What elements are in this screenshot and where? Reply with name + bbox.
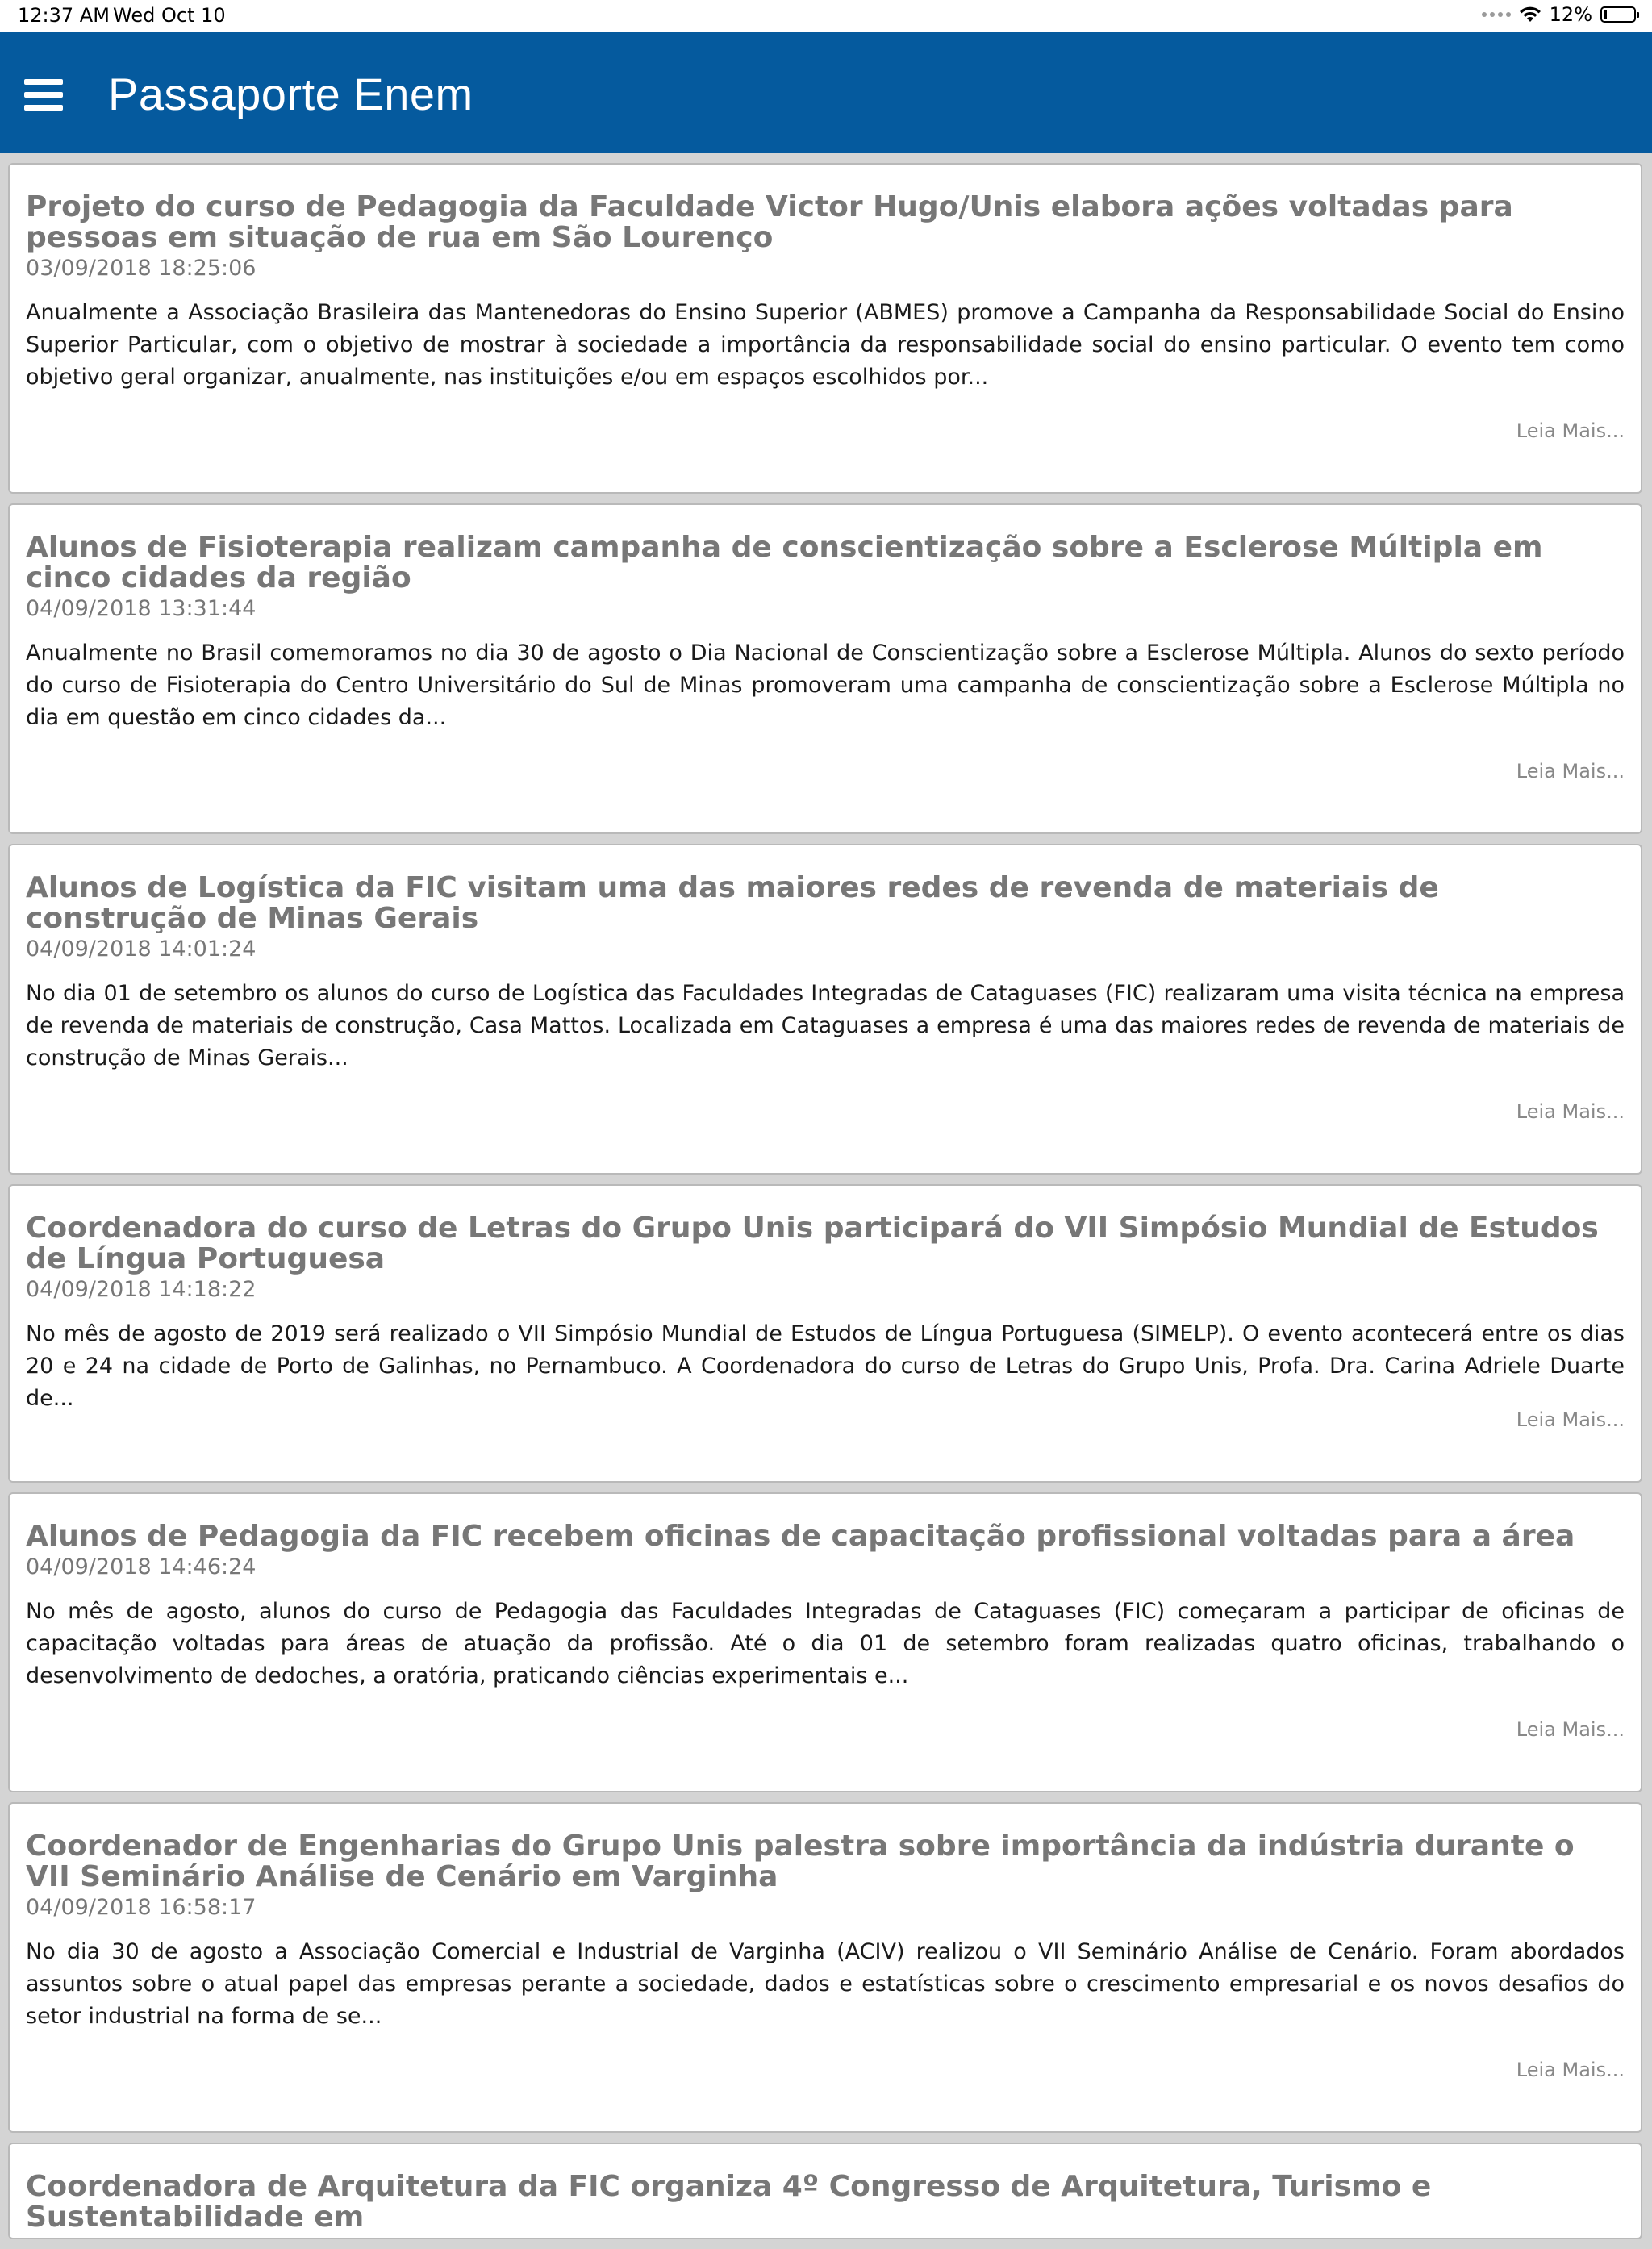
status-date: Wed Oct 10 [113,4,226,27]
hamburger-menu-icon[interactable] [24,79,63,111]
news-title[interactable]: Coordenadora do curso de Letras do Grupo Unis participará do VII Simpósio Mundial de Estudos de Língua Portuguesa [26,1212,1599,1275]
read-more-link[interactable]: Leia Mais... [1516,760,1625,782]
wifi-icon [1519,6,1541,23]
news-feed [8,163,1642,2249]
status-bar [0,0,1652,32]
news-title[interactable]: Alunos de Pedagogia da FIC recebem oficinas de capacitação profissional voltadas para a área [26,1520,1575,1553]
news-summary: No dia 30 de agosto a Associação Comercial e Industrial de Varginha (ACIV) realizou o VII Seminário Análise de Cenário. Foram abordados assuntos sobre o atual papel das empresas perante a sociedade, dados e estatísticas sobre o crescimento empresarial e os novos desafios do setor industrial na forma de se... [26,1939,1625,2029]
news-summary: No dia 01 de setembro os alunos do curso de Logística das Faculdades Integradas de Cataguases (FIC) realizaram uma visita técnica na empresa de revenda de materiais de construção, Casa Mattos. Localizada em Cataguases a empresa é uma das maiores redes de revenda de materiais de construção de Minas Gerais... [26,981,1625,1070]
read-more-link[interactable]: Leia Mais... [1516,1718,1625,1741]
news-date: 04/09/2018 13:31:44 [26,596,257,621]
news-card[interactable] [8,1492,1642,1792]
news-card[interactable] [8,1802,1642,2133]
news-card[interactable] [8,163,1642,494]
news-summary: Anualmente no Brasil comemoramos no dia 30 de agosto o Dia Nacional de Conscientização sobre a Esclerose Múltipla. Alunos do sexto período do curso de Fisioterapia do Centro Universitário do Sul de Minas promoveram uma campanha de conscientização sobre a Esclerose Múltipla no dia em questão em cinco cidades da... [26,640,1625,730]
read-more-link[interactable]: Leia Mais... [1516,1100,1625,1123]
news-date: 04/09/2018 14:01:24 [26,937,257,962]
app-header [0,32,1652,153]
battery-icon [1600,6,1636,23]
news-summary: No mês de agosto de 2019 será realizado o VII Simpósio Mundial de Estudos de Língua Portuguesa (SIMELP). O evento acontecerá entre os dias 20 e 24 na cidade de Porto de Galinhas, no Pernambuco. A Coordenadora do curso de Letras do Grupo Unis, Profa. Dra. Carina Adriele Duarte de... [26,1321,1625,1411]
news-date: 04/09/2018 14:46:24 [26,1554,257,1579]
news-title[interactable]: Coordenador de Engenharias do Grupo Unis palestra sobre importância da indústria durante o VII Seminário Análise de Cenário em Varginha [26,1830,1575,1893]
news-date: 04/09/2018 16:58:17 [26,1895,257,1920]
read-more-link[interactable]: Leia Mais... [1516,419,1625,442]
cellular-signal-icon [1482,12,1511,17]
read-more-link[interactable]: Leia Mais... [1516,1408,1625,1431]
battery-fill [1604,10,1607,19]
news-summary: Anualmente a Associação Brasileira das Mantenedoras do Ensino Superior (ABMES) promove a Campanha da Responsabilidade Social do Ensino Superior Particular, com o objetivo de mostrar à sociedade a importância da responsabilidade social do ensino particular. O evento tem como objetivo geral organizar, anualmente, nas instituições e/ou em espaços escolhidos por... [26,300,1625,390]
battery-percent: 12% [1549,3,1592,26]
news-title[interactable]: Alunos de Fisioterapia realizam campanha de conscientização sobre a Esclerose Múltipla em cinco cidades da região [26,531,1543,595]
status-right [1482,3,1636,26]
news-date: 03/09/2018 18:25:06 [26,256,257,281]
news-summary: No mês de agosto, alunos do curso de Pedagogia das Faculdades Integradas de Cataguases (FIC) começaram a participar de oficinas de capacitação voltadas para áreas de atuação da profissão. Até o dia 01 de setembro foram realizadas quatro oficinas, trabalhando o desenvolvimento de dedoches, a oratória, praticando ciências experimentais e... [26,1599,1625,1688]
news-card[interactable] [8,1184,1642,1483]
news-card[interactable] [8,844,1642,1175]
news-title[interactable]: Coordenadora de Arquitetura da FIC organiza 4º Congresso de Arquitetura, Turismo e Sustentabilidade em [26,2170,1432,2234]
read-more-link[interactable]: Leia Mais... [1516,2059,1625,2081]
status-time: 12:37 AM [18,4,110,27]
news-card[interactable] [8,503,1642,834]
news-card[interactable] [8,2143,1642,2239]
news-date: 04/09/2018 14:18:22 [26,1277,257,1302]
news-title[interactable]: Projeto do curso de Pedagogia da Faculdade Victor Hugo/Unis elabora ações voltadas para pessoas em situação de rua em São Lourenço [26,190,1513,254]
news-title[interactable]: Alunos de Logística da FIC visitam uma das maiores redes de revenda de materiais de construção de Minas Gerais [26,871,1439,935]
page-title: Passaporte Enem [108,69,473,119]
